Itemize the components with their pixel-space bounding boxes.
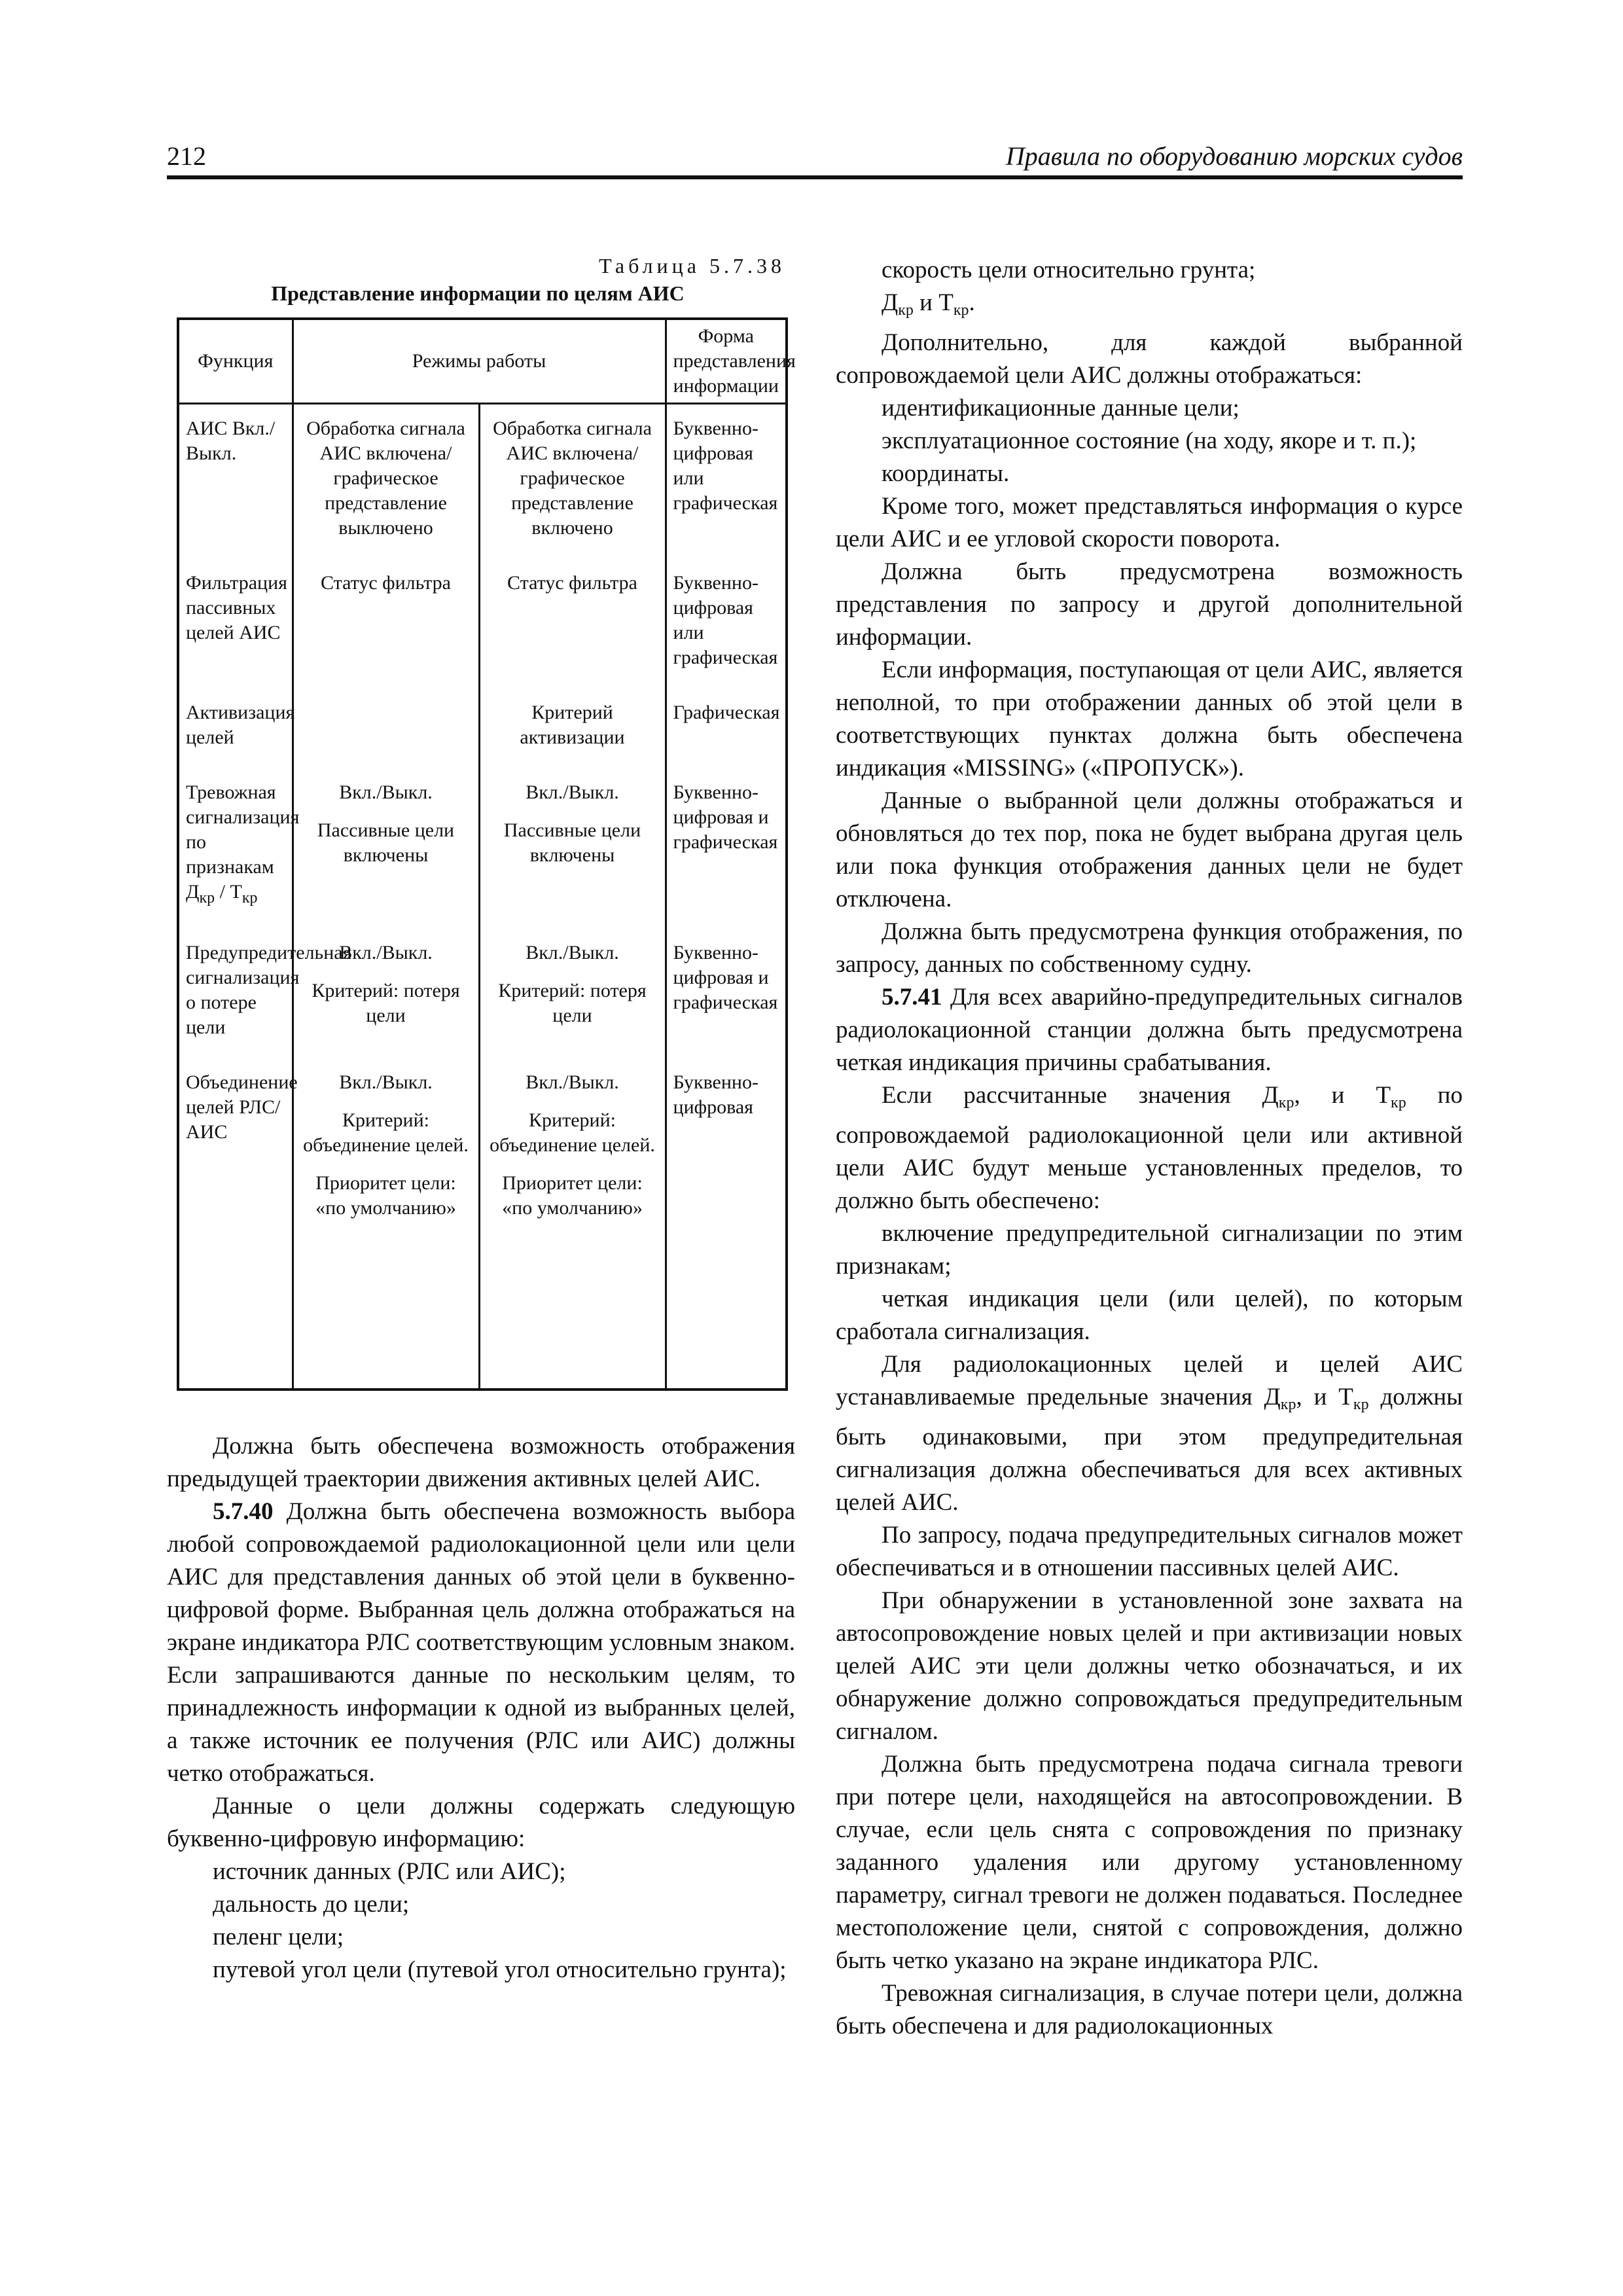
- list-item: включение предупредительной сигнализации по этим признакам;: [836, 1220, 1463, 1280]
- table-number: Таблица 5.7.38: [599, 254, 785, 278]
- paragraph: Дополнительно, для каждой выбранной сопровождаемой цели АИС должны отображаться:: [836, 329, 1463, 389]
- cell-form: [666, 404, 787, 560]
- header-function: Функция: [178, 319, 293, 404]
- cell-mode-b: [479, 559, 666, 689]
- right-column: [836, 254, 1463, 2043]
- cell-line: Пассивные цели включены: [317, 819, 455, 866]
- cell-line: Буквенно-цифровая или графическая: [673, 418, 778, 514]
- cell-line: Вкл./Выкл.: [339, 1071, 433, 1093]
- page-header: [167, 141, 1463, 180]
- cell-line: Буквенно-цифровая и графическая: [673, 942, 778, 1013]
- cell-form: [666, 929, 787, 1058]
- table-row: [178, 559, 787, 689]
- paragraph: Данные о выбранной цели должны отображаться и обновляться до тех пор, пока не будет выбрана другая цель или пока функция отображения данных цели не будет отключена.: [836, 787, 1463, 912]
- list-item: координаты.: [882, 460, 1010, 487]
- cell-mode-a: [293, 1058, 479, 1390]
- cell-mode-a: [293, 404, 479, 560]
- cell-line: Тревожная сигнализация по признакам $Д_{кр} / Т_{кр}$: [186, 781, 300, 906]
- paragraph: Кроме того, может представляться информация о курсе цели АИС и ее угловой скорости поворота.: [836, 493, 1463, 552]
- cell-function: [178, 1058, 298, 1390]
- table-row: [178, 689, 787, 768]
- page-number: 212: [167, 141, 206, 171]
- list-item: источник данных (РЛС или АИС);: [213, 1858, 566, 1885]
- cell-line: Обработка сигнала АИС включена/ графическое представление включено: [493, 418, 652, 539]
- cell-line: Буквенно-цифровая: [673, 1071, 758, 1118]
- clause-text: Должна быть обеспечена возможность выбора любой сопровождаемой радиолокационной цели или цели АИС для представления данных об этой цели в буквенно-цифровой форме. Выбранная цель должна отображаться на экране индикатора РЛС соответствующим условным знаком. Если запрашиваются данные по нескольким целям, то принадлежность информации к одной из выбранных целей, а также источник ее получения (РЛС или АИС) должны четко отображаться.: [167, 1498, 795, 1787]
- cell-mode-b: [479, 689, 666, 768]
- list-item: четкая индикация цели (или целей), по которым сработала сигнализация.: [836, 1285, 1463, 1345]
- cell-form: [666, 1058, 787, 1390]
- cell-line: Графическая: [673, 702, 780, 723]
- paragraph: Тревожная сигнализация, в случае потери цели, должна быть обеспечена и для радиолокационных: [836, 1980, 1463, 2039]
- cell-line: Буквенно-цифровая или графическая: [673, 572, 778, 668]
- ais-info-table: [177, 317, 796, 1391]
- list-item: эксплуатационное состояние (на ходу, якоре и т. п.);: [882, 427, 1417, 454]
- paragraph-5-7-40: [167, 1496, 795, 1790]
- cell-line: Предупредительная сигнализация о потере цели: [186, 942, 352, 1038]
- header-form: Форма представления информации: [666, 319, 787, 404]
- cell-line: Критерий: потеря цели: [498, 980, 647, 1026]
- cell-mode-a: [293, 559, 479, 689]
- cell-line: Активизация целей: [186, 702, 295, 748]
- running-title: Правила по оборудованию морских судов: [1005, 141, 1463, 171]
- table-row: [178, 768, 787, 929]
- cell-line: Буквенно-цифровая и графическая: [673, 781, 778, 853]
- cell-form: [666, 559, 787, 689]
- cell-line: АИС Вкл./ Выкл.: [186, 418, 276, 464]
- cell-line: Статус фильтра: [507, 572, 637, 594]
- paragraph-5-7-41: [836, 981, 1463, 1079]
- paragraph: По запросу, подача предупредительных сигналов может обеспечиваться и в отношении пассивных целей АИС.: [836, 1522, 1463, 1581]
- list-item: путевой угол цели (путевой угол относительно грунта);: [213, 1956, 787, 1983]
- paragraph: Должна быть предусмотрена подача сигнала тревоги при потере цели, находящейся на автосопровождении. В случае, если цель снята с сопровождения по признаку заданного удаления или другому установленному параметру, сигнал тревоги не должен подаваться. Последнее местоположение цели, снятой с сопровождения, должно быть четко указано на экране индикатора РЛС.: [836, 1751, 1463, 1974]
- cell-mode-b: [479, 768, 666, 929]
- list-item: дальность до цели;: [213, 1891, 410, 1918]
- table-caption: [167, 252, 789, 307]
- paragraph: При обнаружении в установленной зоне захвата на автосопровождение новых целей и при активизации новых целей АИС эти цели должны четко обозначаться, и их обнаружение должно сопровождаться предупредительным сигналом.: [836, 1587, 1463, 1745]
- table-row: [178, 1058, 787, 1390]
- cell-mode-b: [479, 1058, 666, 1390]
- cell-function: [178, 559, 293, 689]
- paragraph: Должна быть предусмотрена функция отображения, по запросу, данных по собственному судну.: [836, 918, 1463, 978]
- table-header-row: [178, 319, 787, 404]
- cell-line: Приоритет цели: «по умолчанию»: [502, 1172, 643, 1219]
- cell-line: Критерий: объединение целей.: [490, 1109, 655, 1156]
- table-row: [178, 404, 787, 560]
- cell-line: Фильтрация пассивных целей АИС: [186, 572, 287, 643]
- cell-line: Вкл./Выкл.: [526, 1071, 619, 1093]
- list-item: идентификационные данные цели;: [882, 395, 1240, 422]
- cell-line: Вкл./Выкл.: [526, 781, 619, 803]
- cell-mode-b: [479, 404, 666, 560]
- table-row: [178, 929, 787, 1058]
- table-body: [178, 404, 787, 1390]
- paragraph: Для радиолокационных целей и целей АИС устанавливаемые предельные значения $Д_{кр}$, и $Т_{кр}$ должны быть одинаковыми, при этом предупредительная сигнализация должна обеспечиваться для всех активных целей АИС.: [836, 1351, 1463, 1516]
- paragraph: Если информация, поступающая от цели АИС, является неполной, то при отображении данных об этой цели в соответствующих пунктах должна быть обеспечена индикация «MISSING» («ПРОПУСК»).: [836, 656, 1463, 781]
- cell-line: Обработка сигнала АИС включена/ графическое представление выключено: [306, 418, 465, 539]
- cell-line: Вкл./Выкл.: [339, 942, 433, 963]
- cell-line: Вкл./Выкл.: [526, 942, 619, 963]
- cell-form: [666, 768, 787, 929]
- cell-mode-a: [293, 768, 479, 929]
- cell-function: [178, 404, 293, 560]
- left-column: [167, 1430, 795, 1986]
- header-rule: [167, 175, 1463, 179]
- cell-function: [178, 768, 300, 929]
- clause-number: 5.7.40: [213, 1498, 274, 1525]
- paragraph: Должна быть предусмотрена возможность представления по запросу и другой дополнительной информации.: [836, 558, 1463, 651]
- paragraph: Данные о цели должны содержать следующую буквенно-цифровую информацию:: [167, 1793, 795, 1852]
- clause-text: Для всех аварийно-предупредительных сигналов радиолокационной станции должна быть предусмотрена четкая индикация причины срабатывания.: [836, 984, 1463, 1076]
- cell-function: [178, 689, 293, 768]
- table-title: Представление информации по целям АИС: [271, 281, 685, 305]
- cell-mode-b: [479, 929, 666, 1058]
- cell-line: Пассивные цели включены: [503, 819, 641, 866]
- cell-line: Статус фильтра: [321, 572, 451, 594]
- header-modes: Режимы работы: [293, 319, 666, 404]
- list-item: пеленг цели;: [213, 1924, 344, 1950]
- cell-line: Критерий: объединение целей.: [303, 1109, 469, 1156]
- list-item: скорость цели относительно грунта;: [882, 257, 1256, 283]
- paragraph: Должна быть обеспечена возможность отображения предыдущей траектории движения активных целей АИС.: [167, 1433, 795, 1492]
- list-item: $Д_{кр}$ и $Т_{кр}$.: [882, 289, 975, 319]
- cell-line: Приоритет цели: «по умолчанию»: [315, 1172, 456, 1219]
- cell-line: Критерий активизации: [520, 702, 625, 748]
- cell-function: [178, 929, 352, 1058]
- cell-line: Объединение целей РЛС/АИС: [186, 1071, 298, 1143]
- cell-mode-a: [293, 689, 479, 768]
- cell-line: Критерий: потеря цели: [312, 980, 460, 1026]
- clause-number: 5.7.41: [882, 984, 942, 1011]
- paragraph: Если рассчитанные значения $Д_{кр}$, и $Т_{кр}$ по сопровождаемой радиолокационной цели или активной цели АИС будут меньше установленных пределов, то должно быть обеспечено:: [836, 1082, 1463, 1214]
- cell-line: Вкл./Выкл.: [339, 781, 433, 803]
- cell-form: [666, 689, 787, 768]
